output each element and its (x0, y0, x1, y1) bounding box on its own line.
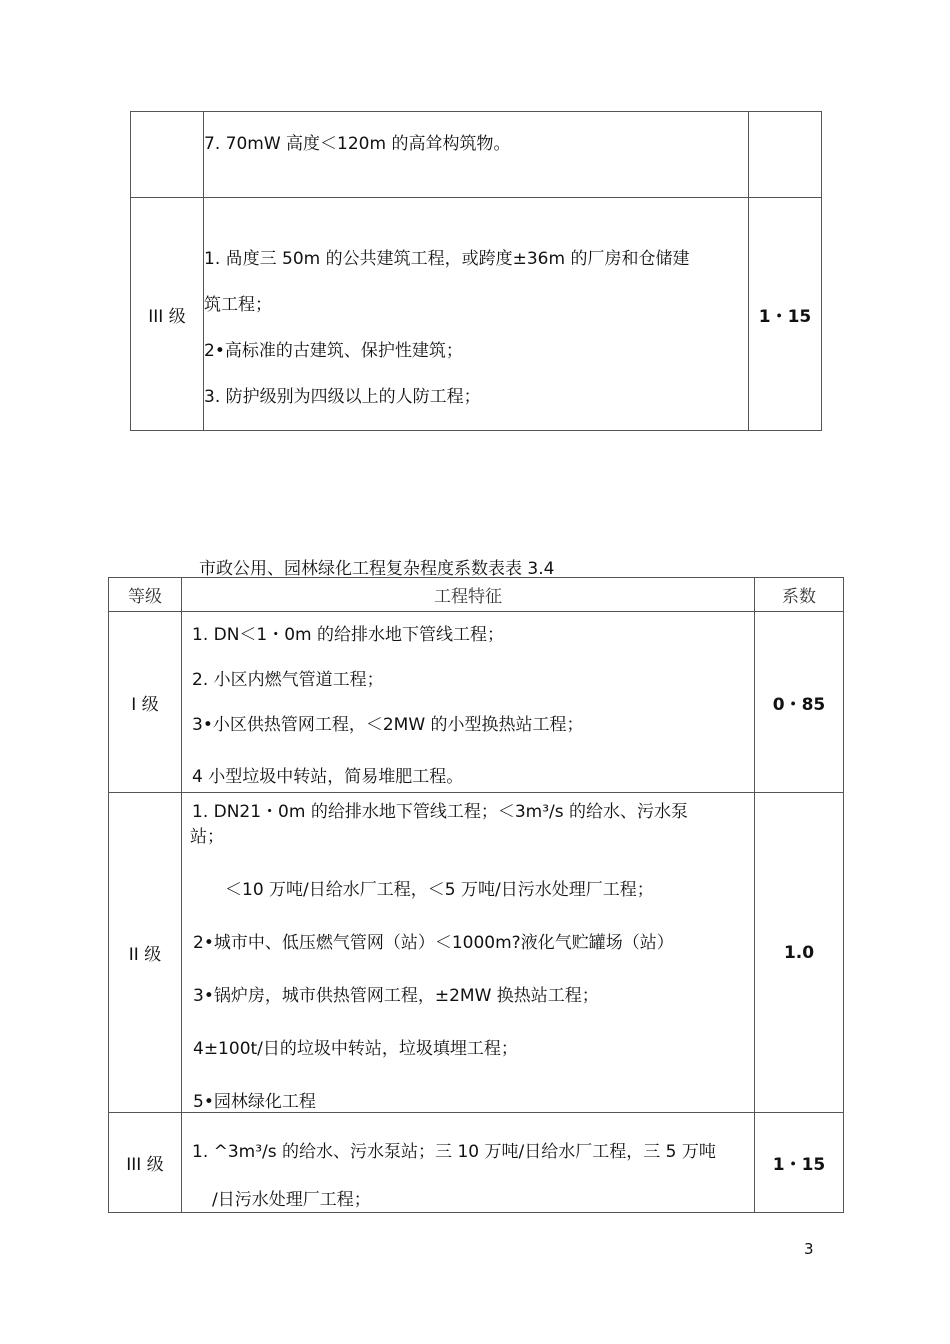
coef-cell: 1.0 (755, 793, 844, 1113)
feature-cell (182, 1113, 755, 1213)
feature-cell (204, 112, 749, 198)
feature-cell (182, 612, 755, 793)
page-number: 3 (804, 1240, 814, 1258)
feature-line: 1. 咼度三 50m 的公共建筑工程，或跨度±36m 的厂房和仓储建 (204, 249, 690, 269)
feature-line: 4 小型垃圾中转站，简易堆肥工程。 (192, 767, 464, 787)
table-row (109, 612, 844, 793)
header-grade: 等级 (109, 578, 182, 612)
feature-line: 3•小区供热管网工程，＜2MW 的小型换热站工程； (192, 715, 584, 735)
table-caption: 市政公用、园林绿化工程复杂程度系数表表 3.4 (199, 559, 555, 579)
feature-line: 3. 防护级别为四级以上的人防工程； (204, 387, 481, 407)
feature-cell (204, 198, 749, 431)
table-row (109, 1113, 844, 1213)
header-coef: 系数 (755, 578, 844, 612)
grade-cell: III 级 (131, 198, 204, 431)
feature-line: 2•城市中、低压燃气管网（站）＜1000m?液化气贮罐场（站） (193, 933, 674, 953)
coef-cell: 1・15 (755, 1113, 844, 1213)
feature-line: 3•锅炉房，城市供热管网工程，±2MW 换热站工程； (193, 986, 599, 1006)
grade-cell: I 级 (109, 612, 182, 793)
table-row (131, 112, 822, 198)
feature-line: ＜10 万吨/日给水厂工程，＜5 万吨/日污水处理厂工程； (225, 880, 654, 900)
feature-line: 1. DN＜1・0m 的给排水地下管线工程； (192, 625, 505, 645)
feature-line: 7. 70mW 高度＜120m 的高耸构筑物。 (204, 134, 511, 154)
feature-cell (182, 793, 755, 1113)
feature-line: 站； (190, 827, 224, 847)
feature-line: 2. 小区内燃气管道工程； (192, 670, 384, 690)
feature-line: 5•园林绿化工程 (193, 1092, 316, 1112)
grade-cell: III 级 (109, 1113, 182, 1213)
feature-line: /日污水处理厂工程； (212, 1190, 371, 1210)
grade-cell: II 级 (109, 793, 182, 1113)
table-header-row (109, 578, 844, 612)
feature-line: 1. DN21・0m 的给排水地下管线工程；＜3m³/s 的给水、污水泵 (192, 802, 689, 822)
table-row (131, 198, 822, 431)
grade-cell (131, 112, 204, 198)
feature-line: 2•高标准的古建筑、保护性建筑； (204, 341, 463, 361)
coef-cell: 0・85 (755, 612, 844, 793)
header-feature: 工程特征 (182, 578, 755, 612)
top-table (130, 111, 822, 431)
feature-line: 1. ^3m³/s 的给水、污水泵站；三 10 万吨/日给水厂工程，三 5 万吨 (192, 1142, 716, 1162)
feature-line: 4±100t/日的垃圾中转站，垃圾填埋工程； (193, 1039, 518, 1059)
coef-cell (749, 112, 822, 198)
table-row (109, 793, 844, 1113)
complexity-table (108, 577, 844, 1213)
coef-cell: 1・15 (749, 198, 822, 431)
feature-line: 筑工程； (204, 295, 272, 315)
